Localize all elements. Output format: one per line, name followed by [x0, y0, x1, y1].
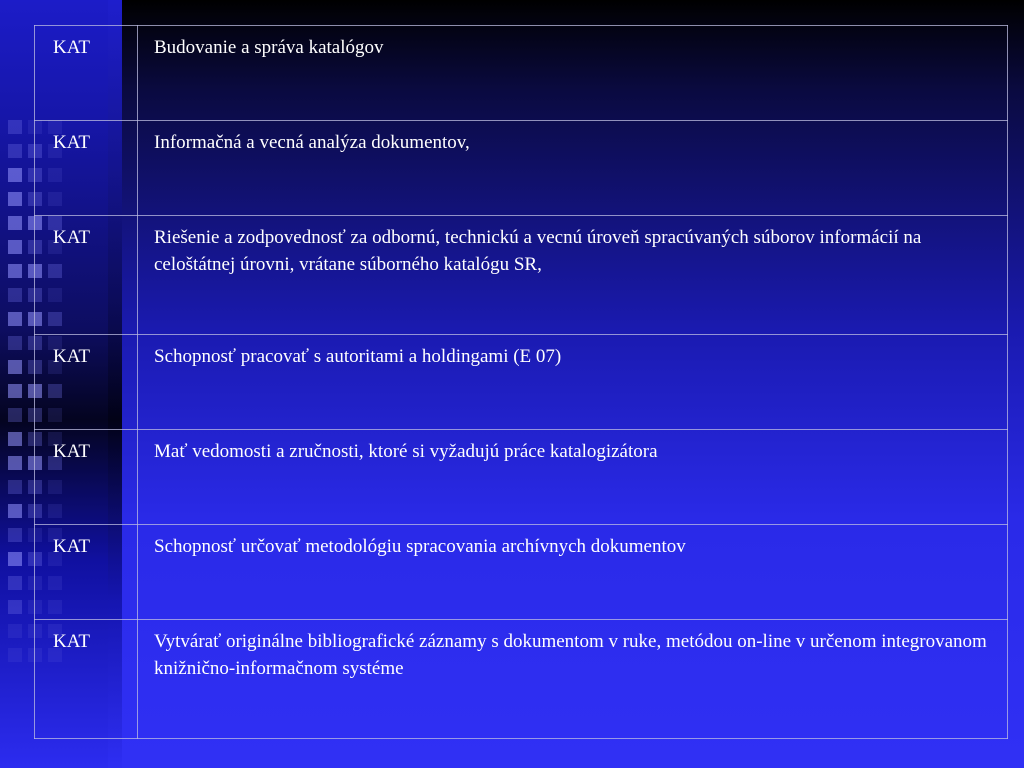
table-row: [35, 430, 1008, 525]
row-code: KAT: [35, 620, 138, 739]
row-description: Vytvárať originálne bibliografické záznamy s dokumentom v ruke, metódou on-line v určenom integrovanom knižnično-informačnom systéme: [138, 620, 1008, 739]
row-description: Mať vedomosti a zručnosti, ktoré si vyžadujú práce katalogizátora: [138, 430, 1008, 525]
row-code: KAT: [35, 26, 138, 121]
table-row: [35, 620, 1008, 739]
table-row: [35, 216, 1008, 335]
row-code: KAT: [35, 525, 138, 620]
table-row: [35, 335, 1008, 430]
row-description: Informačná a vecná analýza dokumentov,: [138, 121, 1008, 216]
row-code: KAT: [35, 430, 138, 525]
row-code: KAT: [35, 216, 138, 335]
row-description: Schopnosť pracovať s autoritami a holdingami (E 07): [138, 335, 1008, 430]
row-description: Riešenie a zodpovednosť za odbornú, technickú a vecnú úroveň spracúvaných súborov informácií na celoštátnej úrovni, vrátane súborného katalógu SR,: [138, 216, 1008, 335]
row-description: Schopnosť určovať metodológiu spracovania archívnych dokumentov: [138, 525, 1008, 620]
competency-table: [34, 25, 1008, 739]
table-row: [35, 525, 1008, 620]
row-code: KAT: [35, 335, 138, 430]
row-code: KAT: [35, 121, 138, 216]
row-description: Budovanie a správa katalógov: [138, 26, 1008, 121]
table-row: [35, 121, 1008, 216]
table-row: [35, 26, 1008, 121]
